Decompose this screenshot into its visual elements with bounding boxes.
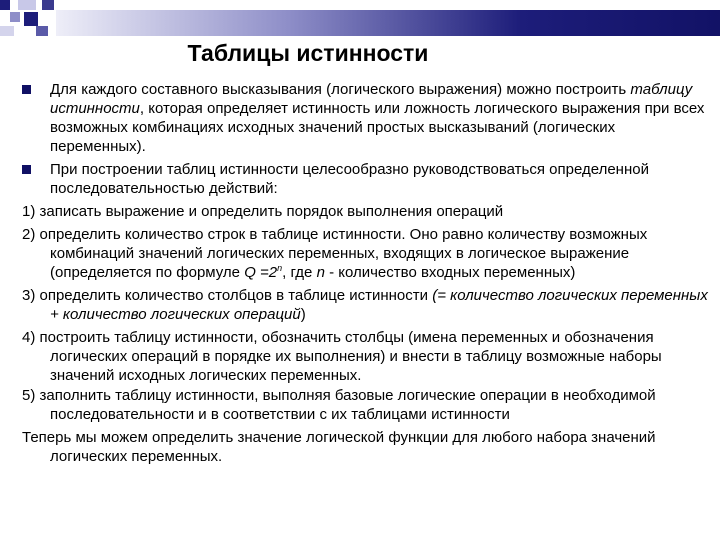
decor-square: [24, 12, 38, 26]
step-text: 3) определить количество столбцов в таблице истинности: [22, 287, 433, 304]
step-3: [22, 286, 712, 324]
bullet-item: [22, 80, 712, 156]
step-5: 5) заполнить таблицу истинности, выполняя базовые логические операции в необходимой последовательности и в соответствии с их таблицами истинности: [22, 387, 656, 423]
decor-square: [10, 12, 20, 22]
step-text: , где: [282, 264, 317, 281]
bullet-item: [22, 160, 712, 198]
step-4: 4) построить таблицу истинности, обозначить столбцы (имена переменных и обозначения логических операций в порядке их выполнения) и внести в таблицу возможные наборы значений исходных логических переменных.: [22, 329, 662, 384]
closing-paragraph: Теперь мы можем определить значение логической функции для любого набора значений логических переменных.: [22, 429, 656, 465]
step-text: 2) определить количество строк в таблице истинности. Оно равно количеству возможных комбинаций значений логических переменных, входящих в логическое выражение (определяется по формуле: [22, 226, 648, 281]
decor-square: [0, 0, 10, 10]
formula-exponent: n: [277, 263, 283, 273]
bullet-text: Для каждого составного высказывания (логического выражения) можно построить: [50, 81, 631, 98]
square-bullet-icon: [22, 85, 31, 94]
step-1: 1) записать выражение и определить порядок выполнения операций: [22, 203, 504, 220]
header-gradient-bar: [56, 10, 720, 36]
decor-square: [18, 0, 36, 10]
step-2: [22, 225, 712, 282]
step-text: ): [300, 306, 306, 323]
square-bullet-icon: [22, 165, 31, 174]
step-emphasis: (= количество логических переменных + количество логических операций: [50, 287, 708, 323]
slide-title: Таблицы истинности: [187, 40, 429, 66]
step-text: - количество входных переменных): [324, 264, 576, 281]
decor-square: [42, 0, 54, 10]
slide-content: [22, 80, 712, 470]
bullet-term: таблицу истинности: [50, 81, 693, 117]
decor-square: [36, 26, 48, 36]
bullet-text: , которая определяет истинность или ложность логического выражения при всех возможных комбинациях исходных значений простых высказываний (логических переменных).: [50, 100, 705, 155]
decor-square: [0, 26, 14, 36]
formula: Q =2: [244, 264, 278, 281]
bullet-text: При построении таблиц истинности целесообразно руководствоваться определенной последовательностью действий:: [50, 161, 649, 197]
variable: n: [316, 264, 325, 281]
